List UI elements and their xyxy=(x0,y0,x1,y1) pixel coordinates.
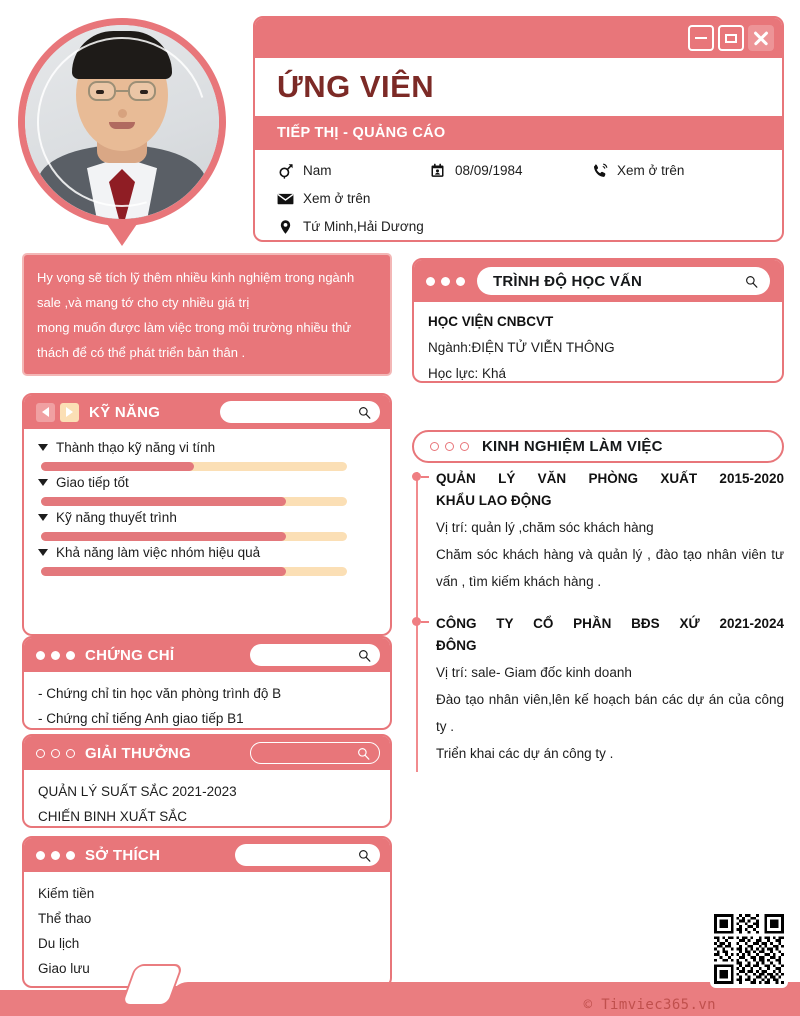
prev-button[interactable] xyxy=(36,403,55,422)
hobby-item: Du lịch xyxy=(38,936,80,951)
experience-description-extra: Triển khai các dự án công ty . xyxy=(436,746,614,761)
phone-value: Xem ở trên xyxy=(617,163,685,178)
maximize-button[interactable] xyxy=(718,25,744,51)
skill-item xyxy=(38,475,376,506)
three-dots-outline-icon xyxy=(430,442,469,451)
hobby-item: Giao lưu xyxy=(38,961,90,976)
hobbies-card xyxy=(22,836,392,988)
objective-line-2: sale ,và mang tớ cho cty nhiều giá trị xyxy=(37,295,250,310)
skills-body xyxy=(24,429,390,590)
search-icon xyxy=(358,406,371,419)
contact-dob xyxy=(429,162,591,179)
skills-search-input[interactable] xyxy=(220,401,380,423)
award-item: QUẢN LÝ SUẤT SẮC 2021-2023 xyxy=(38,784,237,799)
next-button[interactable] xyxy=(60,403,79,422)
hobbies-search-input[interactable] xyxy=(235,844,380,866)
caret-down-icon xyxy=(38,479,48,486)
footer-tab-decoration xyxy=(128,964,176,1006)
skill-name: Thành thạo kỹ năng vi tính xyxy=(56,440,216,455)
avatar xyxy=(18,18,226,226)
experience-item xyxy=(412,613,784,767)
timeline-dot-icon xyxy=(412,472,421,481)
minimize-icon xyxy=(695,37,707,40)
experience-company xyxy=(436,613,784,657)
awards-body xyxy=(24,770,390,828)
job-title: TIẾP THỊ - QUẢNG CÁO xyxy=(277,125,446,141)
contact-row-1 xyxy=(277,162,782,179)
certificates-search-input[interactable] xyxy=(250,644,380,666)
candidate-role-bar xyxy=(255,116,782,150)
search-icon xyxy=(358,649,371,662)
contact-phone xyxy=(591,162,684,179)
education-title: TRÌNH ĐỘ HỌC VẤN xyxy=(493,272,643,290)
skill-item xyxy=(38,510,376,541)
skills-card xyxy=(22,393,392,636)
skill-item xyxy=(38,545,376,576)
phone-icon xyxy=(591,162,608,179)
skill-bar-track xyxy=(41,497,347,506)
timeline-stub-icon xyxy=(421,476,429,478)
awards-card xyxy=(22,734,392,828)
calendar-icon xyxy=(429,162,446,179)
hobby-item: Kiếm tiền xyxy=(38,886,95,901)
experience-title: KINH NGHIỆM LÀM VIỆC xyxy=(482,438,663,455)
experience-header xyxy=(412,430,784,463)
certificate-item: - Chứng chỉ tin học văn phòng trình độ B xyxy=(38,686,282,701)
certificate-item: - Chứng chỉ tiếng Anh giao tiếp B1 xyxy=(38,711,244,726)
education-grade: Học lực: Khá xyxy=(428,366,507,381)
certificates-title: CHỨNG CHỈ xyxy=(85,646,175,664)
chevron-left-icon xyxy=(42,407,49,417)
skill-bar-track xyxy=(41,567,347,576)
experience-position: Vị trí: quản lý ,chăm sóc khách hàng xyxy=(436,520,654,535)
skill-item xyxy=(38,440,376,471)
dob-value: 08/09/1984 xyxy=(455,163,523,178)
header-card xyxy=(253,16,784,242)
envelope-icon xyxy=(277,190,294,207)
caret-down-icon xyxy=(38,514,48,521)
qr-code-image xyxy=(714,914,784,984)
three-dots-icon xyxy=(36,651,75,660)
footer-credit: © Timviec365.vn xyxy=(583,997,716,1013)
education-body xyxy=(414,302,782,383)
experience-description: Đào tạo nhân viên,lên kế hoạch bán các dự án của công ty . xyxy=(436,692,784,734)
experience-item xyxy=(412,468,784,595)
contact-row-3 xyxy=(277,218,782,235)
candidate-name-bar xyxy=(255,58,782,116)
skill-bar-track xyxy=(41,462,347,471)
career-objective-box xyxy=(22,253,392,376)
awards-title: GIẢI THƯỞNG xyxy=(85,744,192,762)
awards-header xyxy=(24,736,390,770)
skills-title: KỸ NĂNG xyxy=(89,403,161,421)
skill-label-row xyxy=(38,510,376,525)
minimize-button[interactable] xyxy=(688,25,714,51)
education-card xyxy=(412,258,784,383)
three-dots-icon xyxy=(426,277,465,286)
hobbies-header xyxy=(24,838,390,872)
chevron-right-icon xyxy=(66,407,73,417)
skills-nav-buttons xyxy=(36,403,79,422)
hobbies-body xyxy=(24,872,390,988)
email-value: Xem ở trên xyxy=(303,191,371,206)
skill-label-row xyxy=(38,475,376,490)
three-dots-outline-icon xyxy=(36,749,75,758)
three-dots-icon xyxy=(36,851,75,860)
awards-search-input[interactable] xyxy=(250,742,380,764)
skill-bar-track xyxy=(41,532,347,541)
education-school: HỌC VIỆN CNBCVT xyxy=(428,314,554,329)
skill-bar-fill xyxy=(41,567,286,576)
search-icon xyxy=(745,275,758,288)
page-title: ỨNG VIÊN xyxy=(277,69,435,104)
skill-name: Khả năng làm việc nhóm hiệu quả xyxy=(56,545,261,560)
experience-company-line1: QUẢN LÝ VĂN PHÒNG XUẤT 2015-2020 xyxy=(436,471,784,486)
contact-row-2 xyxy=(277,190,782,207)
experience-company-line2: ĐÔNG xyxy=(436,638,477,653)
contact-gender xyxy=(277,162,429,179)
award-item: CHIẾN BINH XUẤT SẮC xyxy=(38,809,188,824)
qr-code[interactable] xyxy=(710,910,788,988)
certificates-header xyxy=(24,638,390,672)
certificates-card xyxy=(22,636,392,730)
objective-line-4: thách để có thể phát triển bản thân . xyxy=(37,345,246,360)
hobbies-title: SỞ THÍCH xyxy=(85,846,161,864)
timeline-stub-icon xyxy=(421,621,429,623)
hobby-item: Thể thao xyxy=(38,911,92,926)
skill-label-row xyxy=(38,440,376,455)
skill-name: Giao tiếp tốt xyxy=(56,475,129,490)
contact-list xyxy=(255,150,782,235)
skill-name: Kỹ năng thuyết trình xyxy=(56,510,177,525)
gender-value: Nam xyxy=(303,163,332,178)
objective-line-1: Hy vọng sẽ tích lỹ thêm nhiều kinh nghiệm trong ngành xyxy=(37,270,355,285)
experience-position: Vị trí: sale- Giam đốc kinh doanh xyxy=(436,665,632,680)
caret-down-icon xyxy=(38,444,48,451)
experience-description: Chăm sóc khách hàng và quản lý , đào tạo nhân viên tư vấn , tìm kiếm khách hàng . xyxy=(436,547,784,589)
experience-company-line2: KHẨU LAO ĐỘNG xyxy=(436,493,552,508)
certificates-body xyxy=(24,672,390,730)
location-pin-icon xyxy=(277,218,294,235)
close-button[interactable] xyxy=(748,25,774,51)
skill-bar-fill xyxy=(41,462,194,471)
education-search-input[interactable] xyxy=(477,267,770,295)
experience-list xyxy=(412,468,784,783)
education-header xyxy=(414,260,782,302)
skill-bar-fill xyxy=(41,532,286,541)
avatar-photo xyxy=(25,25,219,219)
objective-line-3: mong muốn được làm việc trong môi trường nhiều thử xyxy=(37,320,352,335)
contact-address xyxy=(277,218,424,235)
skills-header xyxy=(24,395,390,429)
timeline-dot-icon xyxy=(412,617,421,626)
window-titlebar xyxy=(255,18,782,58)
gender-icon xyxy=(277,162,294,179)
skill-label-row xyxy=(38,545,376,560)
maximize-icon xyxy=(725,34,737,43)
caret-down-icon xyxy=(38,549,48,556)
address-value: Tứ Minh,Hải Dương xyxy=(303,219,424,234)
experience-company xyxy=(436,468,784,512)
search-icon xyxy=(358,849,371,862)
search-icon xyxy=(357,747,370,760)
avatar-pointer-icon xyxy=(107,224,137,246)
portrait-illustration xyxy=(25,25,219,219)
education-major: Ngành:ĐIỆN TỬ VIỄN THÔNG xyxy=(428,340,615,355)
skill-bar-fill xyxy=(41,497,286,506)
contact-email xyxy=(277,190,370,207)
avatar-ring xyxy=(18,18,226,226)
experience-company-line1: CÔNG TY CỔ PHẦN BĐS XỨ 2021-2024 xyxy=(436,616,784,631)
